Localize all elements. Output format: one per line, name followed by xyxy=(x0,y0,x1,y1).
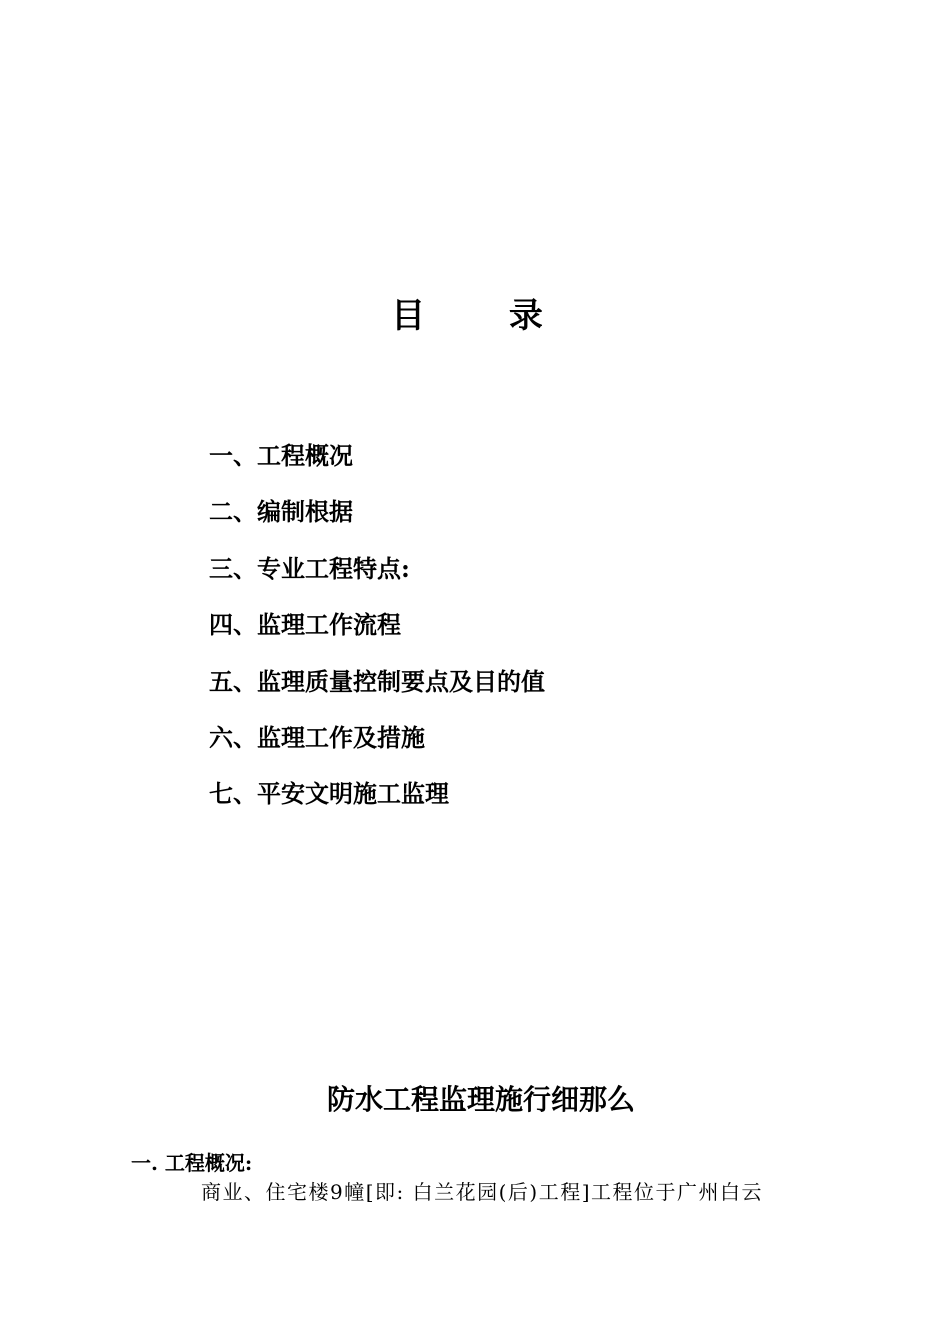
toc-item-1: 一、工程概况 xyxy=(209,441,353,470)
section-heading: 一. 工程概况: xyxy=(131,1151,253,1175)
toc-item-2: 二、编制根据 xyxy=(209,497,353,527)
toc-item-6: 六、监理工作及措施 xyxy=(209,722,425,752)
toc-item-7: 七、平安文明施工监理 xyxy=(209,779,449,809)
toc-list xyxy=(209,438,545,833)
section-body-text: 商业、住宅楼9幢[即: 白兰花园(后)工程]工程位于广州白云 xyxy=(201,1180,764,1204)
toc-item-4: 四、监理工作流程 xyxy=(209,610,401,640)
toc-title: 目 录 xyxy=(391,296,579,336)
document-title: 防水工程监理施行细那么 xyxy=(326,1083,635,1116)
toc-item-3: 三、专业工程特点: xyxy=(209,553,410,583)
toc-item-5: 五、监理质量控制要点及目的值 xyxy=(209,666,545,696)
